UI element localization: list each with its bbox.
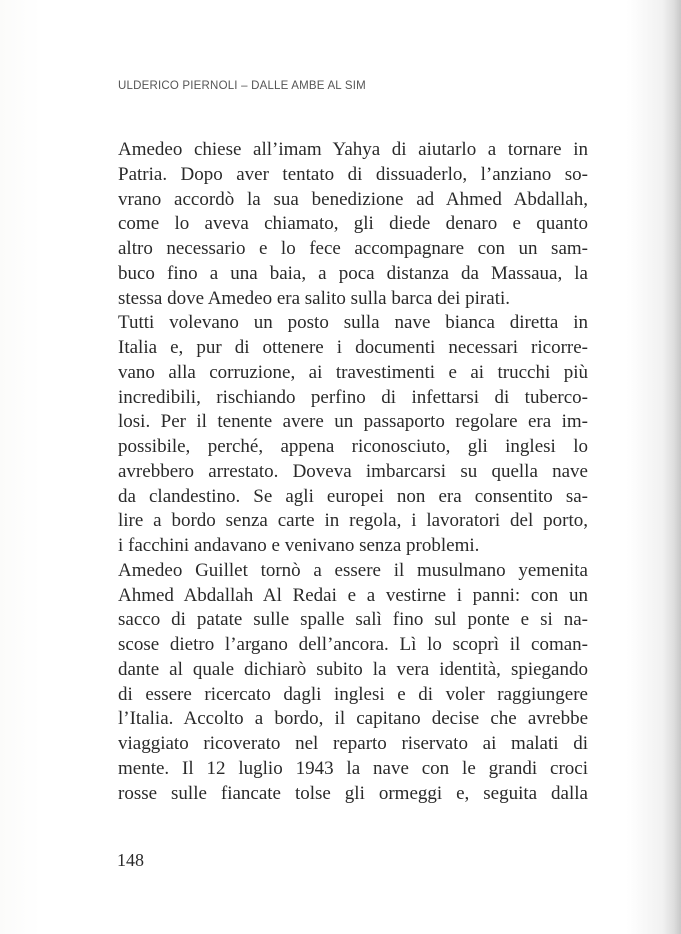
text-line: Amedeo chiese all’imam Yahya di aiutarlo a tornare in: [118, 139, 588, 160]
text-line: rosse sulle fiancate tolse gli ormeggi e, seguita dalla: [118, 782, 588, 804]
text-line: di essere ricercato dagli inglesi e di voler raggiungere: [118, 683, 588, 705]
text-line: mente. Il 12 luglio 1943 la nave con le grandi croci: [118, 757, 588, 779]
text-line: da clandestino. Se agli europei non era consentito sa-: [118, 485, 588, 507]
text-line: sacco di patate sulle spalle salì fino sul ponte e si na-: [118, 609, 588, 631]
text-line: buco fino a una baia, a poca distanza da Massaua, la: [118, 262, 588, 284]
text-line: Italia e, pur di ottenere i documenti necessari ricorre-: [118, 337, 588, 358]
page-edge-shadow: [663, 0, 681, 934]
text-line: Ahmed Abdallah Al Redai e a vestirne i panni: con un: [118, 584, 588, 606]
text-line: lire a bordo senza carte in regola, i lavoratori del porto,: [118, 510, 588, 532]
text-line: scose dietro l’argano dell’ancora. Lì lo scoprì il coman-: [118, 634, 588, 655]
text-line: viaggiato ricoverato nel reparto riservato ai malati di: [118, 733, 588, 754]
body-text: [118, 138, 588, 806]
text-line: i facchini andavano e venivano senza problemi.: [118, 535, 480, 556]
text-line: Patria. Dopo aver tentato di dissuaderlo, l’anziano so-: [118, 163, 588, 185]
text-line: Tutti volevano un posto sulla nave bianca diretta in: [118, 312, 588, 334]
page-number: 148: [117, 850, 144, 870]
text-line: dante al quale dichiarò subito la vera identità, spiegando: [118, 658, 588, 680]
text-line: come lo aveva chiamato, gli diede denaro e quanto: [118, 213, 588, 235]
text-line: incredibili, rischiando perfino di infettarsi di tuberco-: [118, 386, 588, 408]
text-line: l’Italia. Accolto a bordo, il capitano decise che avrebbe: [118, 708, 588, 730]
text-line: stessa dove Amedeo era salito sulla barca dei pirati.: [118, 287, 511, 309]
text-line: Amedeo Guillet tornò a essere il musulmano yemenita: [118, 559, 588, 581]
text-line: vrano accordò la sua benedizione ad Ahmed Abdallah,: [118, 188, 588, 210]
text-line: altro necessario e lo fece accompagnare con un sam-: [118, 238, 588, 259]
text-line: losi. Per il tenente avere un passaporto regolare era im-: [118, 411, 588, 433]
text-line: avrebbero arrestato. Doveva imbarcarsi su quella nave: [118, 460, 588, 482]
text-line: possibile, perché, appena riconosciuto, gli inglesi lo: [118, 436, 588, 457]
running-header: ULDERICO PIERNOLI – DALLE AMBE AL SIM: [118, 80, 366, 92]
text-line: vano alla corruzione, ai travestimenti e ai trucchi più: [118, 361, 588, 383]
